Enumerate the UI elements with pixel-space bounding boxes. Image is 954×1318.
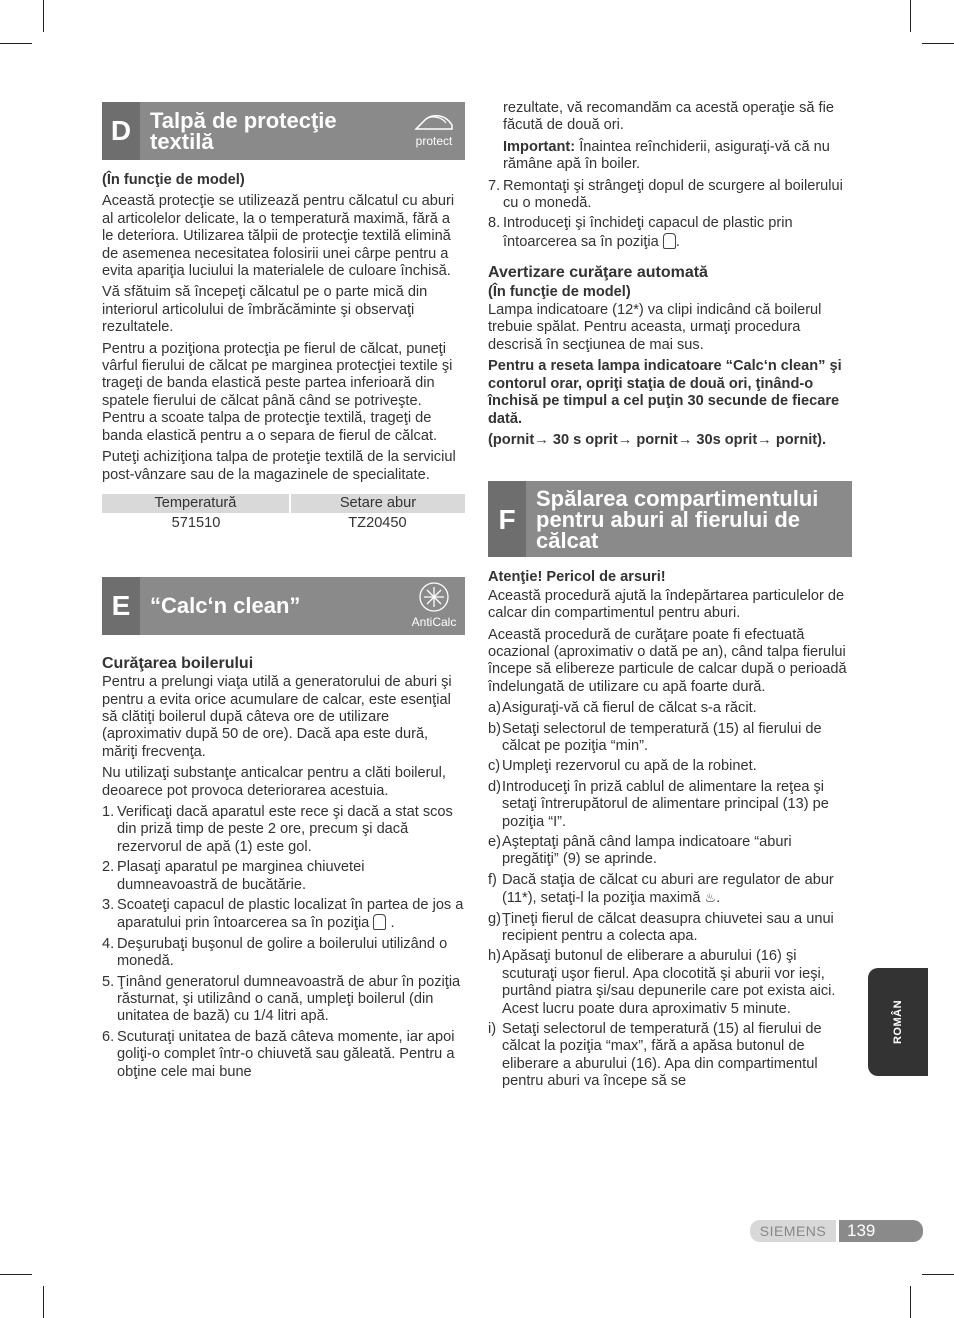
- table-cell: TZ20450: [348, 515, 407, 532]
- paragraph: Pentru a poziţiona protecţia pe fierul de călcat, puneţi vârful fierului de călcat pe marginea protecţiei textile şi trageţi de banda elastică peste partea inferioară din spatele fierului de călcat până când se potriveşte. Pentru a scoate talpa de protecţie textilă, trageţi de banda elastică pentru a o separa de fierul de călcat.: [102, 340, 453, 444]
- spec-table: [102, 494, 465, 535]
- paragraph: Această procedură de curăţare poate fi efectuată ocazional (aproximativ o dată pe an), când talpa fierului începe să elibereze particule de calcar după o perioadă îndelungată de utilizare cu apă foarte dură.: [488, 626, 847, 695]
- list-item: f) Dacă staţia de călcat cu aburi are regulator de abur (11*), setaţi-l la poziţia maximă ♨.: [488, 871, 834, 907]
- section-letter: F: [488, 481, 526, 557]
- list-item: a) Asiguraţi-vă că fierul de călcat s-a răcit.: [488, 700, 757, 717]
- section-letter: D: [102, 102, 140, 160]
- list-item: b) Setaţi selectorul de temperatură (15) al fierului de călcat pe poziţia “min”.: [488, 720, 822, 754]
- list-item: 3. Scoateţi capacul de plastic localizat în partea de jos a aparatului prin întoarcerea sa în poziţia .: [102, 897, 464, 932]
- steam-max-icon: ♨: [704, 890, 717, 906]
- crop-mark: [0, 1274, 32, 1275]
- list-item: i) Setaţi selectorul de temperatură (15) al fierului de călcat la poziţia “max”, fără a apăsa butonul de eliberare a aburului (16). Apa din compartimentul pentru aburi va începe să se: [488, 1021, 822, 1090]
- paragraph: Puteţi achiziţiona talpa de proteţie textilă de la serviciul post-vânzare sau de la magazinele de specialitate.: [102, 449, 456, 483]
- list-item: 7. Remontaţi şi strângeţi dopul de scurgere al boilerului cu o monedă.: [488, 177, 843, 212]
- table-header: Setare abur: [290, 494, 465, 513]
- left-column: [102, 102, 465, 1084]
- paragraph: Pentru a prelungi viaţa utilă a generatorului de aburi şi pentru a evita orice acumulare de calcar, este esenţial să clătiţi boilerul după câteva ore de utilizare (aproximativ după 50 de ore). Dacă apa este dură, măriţi frecvenţa.: [102, 674, 452, 760]
- icon-label: AntiCalc: [411, 615, 457, 630]
- section-letter: E: [102, 577, 140, 635]
- list-item: g) Ţineţi fierul de călcat deasupra chiuvetei sau a unui recipient pentru a colecta apa.: [488, 910, 834, 945]
- paragraph: Această protecţie se utilizează pentru călcatul cu aburi al articolelor delicate, la o temperatură maximă, fără a le deteriora. Utilizarea tălpii de protecţie textilă elimină de asemenea necesitatea folosirii unei cârpe pentru a evita apariţia luciului la materialele de culoare închisă.: [102, 193, 455, 280]
- subheading: Curăţarea boilerului: [102, 654, 254, 672]
- list-item: h) Apăsaţi butonul de eliberare a aburului (16) şi scuturaţi uşor fierul. Apa clocotită şi aburii vor ieşi, purtând piatra şi/sau depunerile care pot exista aici. Acest lucru poate dura aproximativ 5 minute.: [488, 948, 836, 1017]
- crop-mark: [922, 1274, 954, 1275]
- paragraph: Această procedură ajută la îndepărtarea particulelor de calcar din compartimentul pentru aburi.: [488, 587, 845, 622]
- table-cell: 571510: [171, 515, 221, 532]
- list-item: c) Umpleţi rezervorul cu apă de la robinet.: [488, 758, 757, 775]
- crop-mark: [0, 43, 32, 44]
- list-item: 2. Plasaţi aparatul pe marginea chiuvetei dumneavoastră de bucătărie.: [102, 859, 365, 893]
- subheading: Avertizare curăţare automată: [488, 264, 708, 282]
- list-item: 4. Deşurubaţi buşonul de golire a boilerului utilizând o monedă.: [102, 935, 448, 970]
- paragraph: (pornit→ 30 s oprit→ pornit→ 30s oprit→ pornit).: [488, 431, 827, 448]
- paragraph: Vă sfătuim să începeţi călcatul pe o parte mică din interiorul articolului de îmbrăcăminte şi observaţi rezultatele.: [102, 284, 428, 336]
- paragraph: Lampa indicatoare (12*) va clipi indicând că boilerul trebuie spălat. Pentru aceasta, urmaţi procedura descrisă în secţiunea de mai sus.: [488, 302, 822, 353]
- unlock-icon: [373, 914, 386, 930]
- warning: Atenţie! Pericol de arsuri!: [488, 569, 666, 586]
- table-header: Temperatură: [102, 494, 290, 513]
- model-note: (În funcţie de model): [102, 172, 245, 188]
- section-title: “Calc‘n clean”: [150, 593, 301, 619]
- brand-label: SIEMENS: [750, 1220, 836, 1242]
- section-title: Spălarea compartimentului pentru aburi al fierului de călcat: [536, 485, 819, 553]
- section-d-header: [102, 102, 465, 160]
- anticalc-icon: [403, 577, 465, 635]
- page-number: 139: [839, 1220, 923, 1242]
- crop-mark: [910, 0, 911, 32]
- model-note: (În funcţie de model): [488, 283, 631, 300]
- right-column: [488, 100, 852, 1094]
- section-title: Talpă de protecţie textilă: [150, 108, 337, 154]
- paragraph: Pentru a reseta lampa indicatoare “Calc‘n clean” şi contorul orar, opriţi staţia de două ori, ţinând-o închisă pe timpul a cel puţin 30 secunde de fiecare dată.: [488, 358, 842, 427]
- paragraph: rezultate, vă recomandăm ca acestă operaţie să fie făcută de două ori.: [503, 100, 834, 134]
- crop-mark: [922, 43, 954, 44]
- protect-icon: [403, 102, 465, 160]
- section-f-header: [488, 481, 852, 557]
- list-item: d) Introduceţi în priză cablul de alimentare la reţea şi setaţi întrerupătorul de alimentare principal (13) pe poziţia “I”.: [488, 778, 829, 830]
- important-note: Important: Înaintea reînchiderii, asiguraţi-vă că nu rămâne apă în boiler.: [503, 138, 830, 173]
- crop-mark: [43, 1286, 44, 1318]
- section-e-header: [102, 577, 465, 635]
- list-item: 6. Scuturaţi unitatea de bază câteva momente, iar apoi goliţi-o complet într-o chiuvetă sau găleată. Pentru a obţine cele mai bune: [102, 1028, 455, 1080]
- crop-mark: [910, 1286, 911, 1318]
- footer: [750, 1220, 923, 1242]
- language-tab: ROMÂN: [868, 968, 928, 1076]
- paragraph: Nu utilizaţi substanţe anticalcar pentru a clăti boilerul, deoarece pot provoca deteriorarea acestuia.: [102, 765, 446, 799]
- list-item: e) Aşteptaţi până când lampa indicatoare “aburi pregătiţi” (9) se aprinde.: [488, 834, 792, 868]
- lock-icon: [663, 233, 676, 249]
- list-item: 1. Verificaţi dacă aparatul este rece şi dacă a stat scos din priză timp de peste 2 ore, precum şi dacă rezervorul de apă (1) este gol.: [102, 803, 453, 855]
- list-item: 8. Introduceţi şi închideţi capacul de plastic prin întoarcerea sa în poziţia .: [488, 215, 793, 250]
- icon-label: protect: [415, 134, 453, 149]
- crop-mark: [43, 0, 44, 32]
- list-item: 5. Ţinând generatorul dumneavoastră de abur în poziţia răsturnat, şi utilizând o cană, umpleţi boilerul (din unitatea de bază) cu 1/4 litri apă.: [102, 973, 461, 1025]
